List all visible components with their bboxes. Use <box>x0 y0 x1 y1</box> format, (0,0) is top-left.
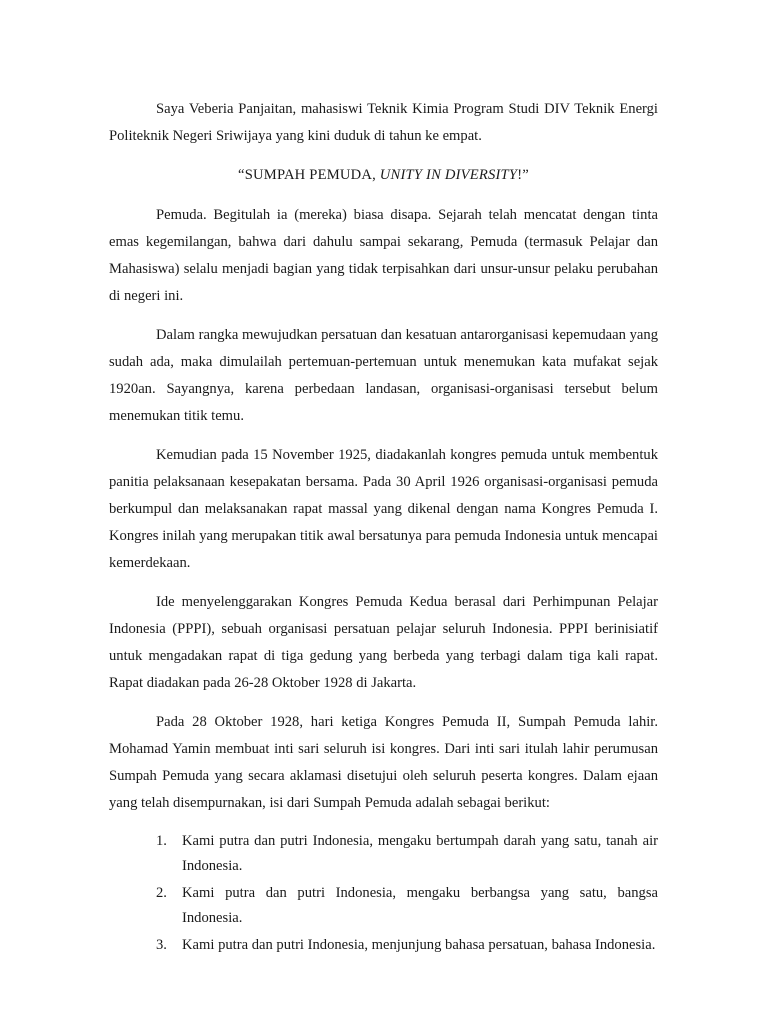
paragraph-kongres-kedua: Ide menyelenggarakan Kongres Pemuda Kedua berasal dari Perhimpunan Pelajar Indonesia (PPPI), sebuah organisasi persatuan pelajar seluruh Indonesia. PPPI berinisiatif untuk mengadakan rapat di tiga gedung yang berbeda yang terbagi dalam tiga kali rapat. Rapat diadakan pada 26-28 Oktober 1928 di Jakarta. <box>109 594 658 691</box>
title-italic: UNITY IN DIVERSITY <box>379 167 518 183</box>
pledge-text: Kami putra dan putri Indonesia, menjunjung bahasa persatuan, bahasa Indonesia. <box>182 937 656 953</box>
pledge-text: Kami putra dan putri Indonesia, mengaku bertumpah darah yang satu, tanah air Indonesia. <box>182 833 658 874</box>
pledge-item <box>156 881 658 931</box>
paragraph-persatuan: Dalam rangka mewujudkan persatuan dan kesatuan antarorganisasi kepemudaan yang sudah ada, maka dimulailah pertemuan-pertemuan untuk menemukan kata mufakat sejak 1920an. Sayangnya, karena perbedaan landasan, organisasi-organisasi tersebut belum menemukan titik temu. <box>109 327 658 424</box>
title-close: !” <box>517 167 529 183</box>
pledge-text: Kami putra dan putri Indonesia, mengaku berbangsa yang satu, bangsa Indonesia. <box>182 885 658 926</box>
paragraph-pemuda: Pemuda. Begitulah ia (mereka) biasa disapa. Sejarah telah mencatat dengan tinta emas kegemilangan, bahwa dari dahulu sampai sekarang, Pemuda (termasuk Pelajar dan Mahasiswa) selalu menjadi bagian yang tidak terpisahkan dari unsur-unsur pelaku perubahan di negeri ini. <box>109 207 658 304</box>
pledge-number: 2. <box>156 885 167 901</box>
paragraph-sumpah-pemuda: Pada 28 Oktober 1928, hari ketiga Kongres Pemuda II, Sumpah Pemuda lahir. Mohamad Yamin membuat inti sari seluruh isi kongres. Dari inti sari itulah lahir perumusan Sumpah Pemuda yang secara aklamasi disetujui oleh seluruh peserta kongres. Dalam ejaan yang telah disempurnakan, isi dari Sumpah Pemuda adalah sebagai berikut: <box>109 714 658 811</box>
title-main: SUMPAH PEMUDA, <box>244 167 380 183</box>
document-page <box>109 96 658 960</box>
title-open-quote: “ <box>238 167 245 183</box>
pledge-number: 3. <box>156 937 167 953</box>
pledge-list <box>109 829 658 958</box>
pledge-item <box>156 829 658 879</box>
essay-title <box>109 162 658 189</box>
pledge-item <box>156 933 658 958</box>
intro-paragraph: Saya Veberia Panjaitan, mahasiswi Teknik Kimia Program Studi DIV Teknik Energi Politeknik Negeri Sriwijaya yang kini duduk di tahun ke empat. <box>109 101 658 144</box>
paragraph-kongres-pertama: Kemudian pada 15 November 1925, diadakanlah kongres pemuda untuk membentuk panitia pelaksanaan kesepakatan bersama. Pada 30 April 1926 organisasi-organisasi pemuda berkumpul dan melaksanakan rapat massal yang dikenal dengan nama Kongres Pemuda I. Kongres inilah yang merupakan titik awal bersatunya para pemuda Indonesia untuk mencapai kemerdekaan. <box>109 447 658 571</box>
pledge-number: 1. <box>156 833 167 849</box>
